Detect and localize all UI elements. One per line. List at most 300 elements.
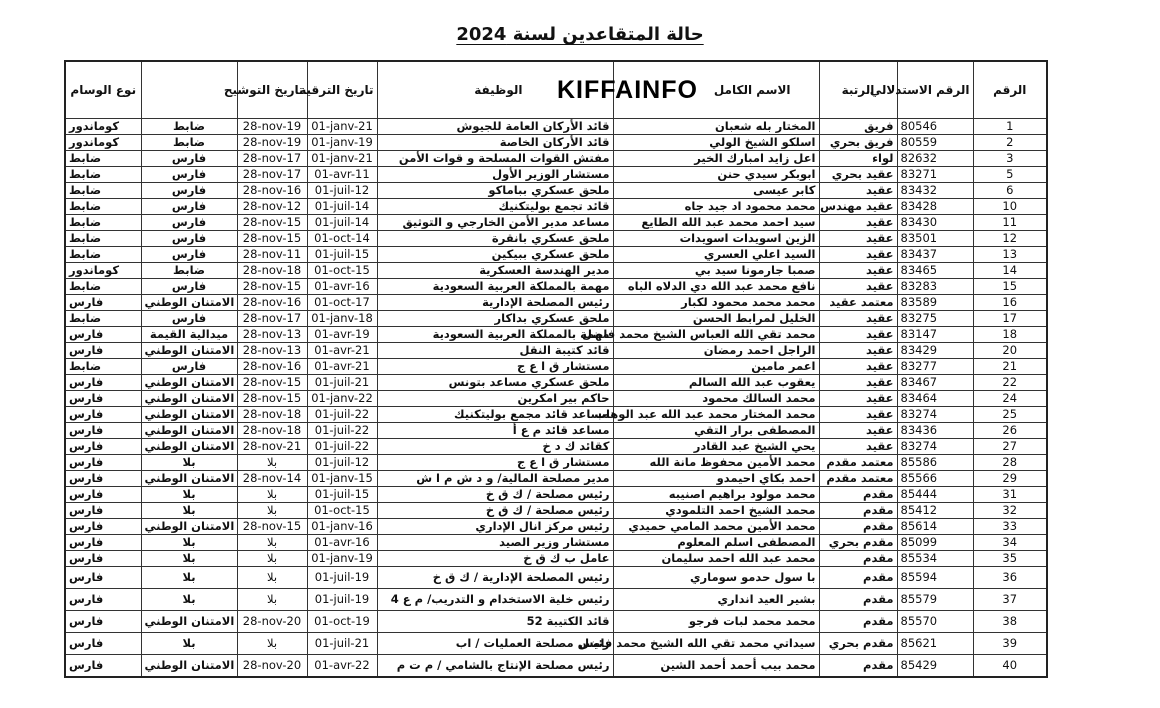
wisam-date-cell: بلا (237, 633, 307, 655)
full-name-cell: ابوبكر سيدي حنن (613, 167, 819, 183)
matricule-cell: 83147 (897, 327, 973, 343)
table-row (65, 151, 1047, 167)
promotion-date-cell: 01-janv-21 (307, 119, 377, 135)
full-name-cell: السيد اعلي العسري (613, 247, 819, 263)
job-cell: ملحق عسكري ببيكين (377, 247, 613, 263)
full-name-cell: كابر عيسى (613, 183, 819, 199)
wisam-date-cell: 28-nov-18 (237, 263, 307, 279)
full-name-cell: المصطفى برار التقي (613, 423, 819, 439)
job-cell: قائد تجمع بوليتكنيك (377, 199, 613, 215)
number-cell: 15 (973, 279, 1047, 295)
promotion-date-cell: 01-juil-15 (307, 247, 377, 263)
full-name-cell: المختار بله شعبان (613, 119, 819, 135)
matricule-cell: 85429 (897, 655, 973, 678)
job-cell: قائد الأركان الخاصة (377, 135, 613, 151)
medal-cell: فارس (65, 375, 141, 391)
matricule-cell: 83429 (897, 343, 973, 359)
promotion-date-cell: 01-juil-12 (307, 455, 377, 471)
table-row (65, 119, 1047, 135)
wisam-date-cell: 28-nov-15 (237, 519, 307, 535)
medal-cell: ضابط (65, 215, 141, 231)
matricule-cell: 85579 (897, 589, 973, 611)
job-cell: عامل ب ك ق خ (377, 551, 613, 567)
matricule-cell: 83283 (897, 279, 973, 295)
medal-cell: فارس (65, 503, 141, 519)
header-job: الوظيفة (377, 61, 613, 119)
promotion-date-cell: 01-juil-15 (307, 487, 377, 503)
table-row (65, 407, 1047, 423)
job-cell: رئيس مصلحة العمليات / اب (377, 633, 613, 655)
rank-cell: عقيد (819, 359, 897, 375)
full-name-cell: محمد مولود براهيم اصنيبه (613, 487, 819, 503)
rank-cell: مقدم (819, 503, 897, 519)
matricule-cell: 85412 (897, 503, 973, 519)
number-cell: 32 (973, 503, 1047, 519)
matricule-cell: 85586 (897, 455, 973, 471)
matricule-cell: 83275 (897, 311, 973, 327)
number-cell: 22 (973, 375, 1047, 391)
rank-cell: عقيد (819, 311, 897, 327)
full-name-cell: محمد الأمين محفوظ مانة الله (613, 455, 819, 471)
full-name-cell: سيد احمد محمد عبد الله الطايع (613, 215, 819, 231)
table-row (65, 295, 1047, 311)
promotion-date-cell: 01-avr-21 (307, 343, 377, 359)
full-name-cell: محمد محمد لبات فرجو (613, 611, 819, 633)
number-cell: 24 (973, 391, 1047, 407)
medal-type-cell: فارس (141, 279, 237, 295)
matricule-cell: 83428 (897, 199, 973, 215)
medal-cell: ضابط (65, 247, 141, 263)
table-header-row (65, 61, 1047, 119)
medal-cell: فارس (65, 487, 141, 503)
promotion-date-cell: 01-janv-19 (307, 551, 377, 567)
medal-cell: فارس (65, 519, 141, 535)
medal-type-cell: الامتنان الوطني (141, 439, 237, 455)
medal-type-cell: الامتنان الوطني (141, 519, 237, 535)
job-cell: قائد الكتيبة 52 (377, 611, 613, 633)
wisam-date-cell: 28-nov-16 (237, 359, 307, 375)
matricule-cell: 83271 (897, 167, 973, 183)
medal-type-cell: ميدالية القيمة (141, 327, 237, 343)
matricule-cell: 80546 (897, 119, 973, 135)
matricule-cell: 85621 (897, 633, 973, 655)
number-cell: 11 (973, 215, 1047, 231)
table-row (65, 375, 1047, 391)
matricule-cell: 83589 (897, 295, 973, 311)
table-row (65, 359, 1047, 375)
rank-cell: مقدم (819, 551, 897, 567)
wisam-date-cell: 28-nov-19 (237, 135, 307, 151)
number-cell: 18 (973, 327, 1047, 343)
number-cell: 10 (973, 199, 1047, 215)
rank-cell: معتمد عقيد (819, 295, 897, 311)
job-cell: كقائد ك د خ (377, 439, 613, 455)
number-cell: 27 (973, 439, 1047, 455)
full-name-cell: محمد بيب أحمد أحمد الشين (613, 655, 819, 678)
table-row (65, 589, 1047, 611)
matricule-cell: 82632 (897, 151, 973, 167)
job-cell: رئيس المصلحة الإدارية (377, 295, 613, 311)
rank-cell: مقدم (819, 611, 897, 633)
rank-cell: مقدم (819, 655, 897, 678)
medal-cell: كوماندور (65, 119, 141, 135)
medal-type-cell: ضابط (141, 119, 237, 135)
medal-cell: فارس (65, 655, 141, 678)
wisam-date-cell: 28-nov-11 (237, 247, 307, 263)
table-row (65, 327, 1047, 343)
medal-cell: كوماندور (65, 263, 141, 279)
medal-cell: ضابط (65, 279, 141, 295)
full-name-cell: محمد الشيخ احمد التلمودي (613, 503, 819, 519)
number-cell: 2 (973, 135, 1047, 151)
promotion-date-cell: 01-juil-19 (307, 567, 377, 589)
full-name-cell: المصطفى اسلم المعلوم (613, 535, 819, 551)
number-cell: 28 (973, 455, 1047, 471)
table-row (65, 487, 1047, 503)
job-cell: رئيس مصلحة / ك ق خ (377, 487, 613, 503)
medal-type-cell: بلا (141, 589, 237, 611)
table-row (65, 423, 1047, 439)
matricule-cell: 85614 (897, 519, 973, 535)
wisam-date-cell: 28-nov-21 (237, 439, 307, 455)
matricule-cell: 83467 (897, 375, 973, 391)
full-name-cell: محمد الأمين محمد المامي حميدي (613, 519, 819, 535)
job-cell: مستشار ق ا ع ج (377, 455, 613, 471)
matricule-cell: 85444 (897, 487, 973, 503)
wisam-date-cell: 28-nov-16 (237, 295, 307, 311)
medal-cell: فارس (65, 295, 141, 311)
number-cell: 39 (973, 633, 1047, 655)
promotion-date-cell: 01-oct-14 (307, 231, 377, 247)
rank-cell: عقيد (819, 263, 897, 279)
rank-cell: معتمد مقدم (819, 471, 897, 487)
number-cell: 36 (973, 567, 1047, 589)
rank-cell: عقيد (819, 343, 897, 359)
full-name-cell: محمد محمود اد جيد جاه (613, 199, 819, 215)
table-row (65, 471, 1047, 487)
medal-cell: ضابط (65, 231, 141, 247)
rank-cell: مقدم (819, 487, 897, 503)
medal-type-cell: فارس (141, 199, 237, 215)
promotion-date-cell: 01-juil-12 (307, 183, 377, 199)
full-name-cell: الخليل لمرابط الحسن (613, 311, 819, 327)
wisam-date-cell: 28-nov-13 (237, 327, 307, 343)
rank-cell: مقدم بحري (819, 633, 897, 655)
matricule-cell: 85594 (897, 567, 973, 589)
table-row (65, 655, 1047, 678)
promotion-date-cell: 01-juil-22 (307, 439, 377, 455)
medal-cell: ضابط (65, 151, 141, 167)
full-name-cell: الزين اسويدات اسويدات (613, 231, 819, 247)
table-row (65, 199, 1047, 215)
wisam-date-cell: 28-nov-15 (237, 279, 307, 295)
promotion-date-cell: 01-juil-21 (307, 633, 377, 655)
matricule-cell: 83501 (897, 231, 973, 247)
promotion-date-cell: 01-juil-22 (307, 423, 377, 439)
wisam-date-cell: بلا (237, 551, 307, 567)
full-name-cell: يعقوب عبد الله السالم (613, 375, 819, 391)
job-cell: مفتش القوات المسلحة و قوات الأمن (377, 151, 613, 167)
number-cell: 3 (973, 151, 1047, 167)
job-cell: مساعد مدير الأمن الخارجي و التوثيق (377, 215, 613, 231)
full-name-cell: يحي الشيخ عبد القادر (613, 439, 819, 455)
wisam-date-cell: 28-nov-16 (237, 183, 307, 199)
table-row (65, 263, 1047, 279)
header-promotion-date: تاريخ الترقية (307, 61, 377, 119)
header-wisam-date: تاريخ التوشيح (237, 61, 307, 119)
medal-cell: فارس (65, 327, 141, 343)
table-row (65, 391, 1047, 407)
medal-type-cell: ضابط (141, 263, 237, 279)
wisam-date-cell: 28-nov-15 (237, 391, 307, 407)
header-number: الرقم (973, 61, 1047, 119)
medal-type-cell: الامتنان الوطني (141, 391, 237, 407)
full-name-cell: بشير العيد انداري (613, 589, 819, 611)
full-name-cell: محمد عبد الله احمد سليمان (613, 551, 819, 567)
wisam-date-cell: بلا (237, 589, 307, 611)
matricule-cell: 83436 (897, 423, 973, 439)
number-cell: 35 (973, 551, 1047, 567)
medal-type-cell: الامتنان الوطني (141, 611, 237, 633)
table-row (65, 231, 1047, 247)
table-row (65, 567, 1047, 589)
wisam-date-cell: 28-nov-15 (237, 375, 307, 391)
job-cell: رئيس مركز انال الإداري (377, 519, 613, 535)
wisam-date-cell: 28-nov-12 (237, 199, 307, 215)
promotion-date-cell: 01-avr-11 (307, 167, 377, 183)
rank-cell: عقيد (819, 439, 897, 455)
wisam-date-cell: 28-nov-15 (237, 231, 307, 247)
wisam-date-cell: 28-nov-17 (237, 151, 307, 167)
wisam-date-cell: 28-nov-20 (237, 611, 307, 633)
job-cell: مستشار وزير الصيد (377, 535, 613, 551)
number-cell: 31 (973, 487, 1047, 503)
promotion-date-cell: 01-juil-21 (307, 375, 377, 391)
matricule-cell: 83277 (897, 359, 973, 375)
matricule-cell: 83437 (897, 247, 973, 263)
job-cell: مهمة بالمملكة العربية السعودية (377, 279, 613, 295)
medal-type-cell: بلا (141, 535, 237, 551)
matricule-cell: 85566 (897, 471, 973, 487)
matricule-cell: 83432 (897, 183, 973, 199)
matricule-cell: 83430 (897, 215, 973, 231)
rank-cell: فريق بحري (819, 135, 897, 151)
header-full-name: الاسم الكامل (613, 61, 819, 119)
number-cell: 29 (973, 471, 1047, 487)
full-name-cell: محمد تقي الله العباس الشيخ محمد فاضل (613, 327, 819, 343)
wisam-date-cell: 28-nov-19 (237, 119, 307, 135)
rank-cell: عقيد (819, 279, 897, 295)
table-row (65, 135, 1047, 151)
table-row (65, 247, 1047, 263)
rank-cell: عقيد بحري (819, 167, 897, 183)
rank-cell: عقيد (819, 247, 897, 263)
job-cell: رئيس مصلحة الإنتاج بالشامي / م ت م (377, 655, 613, 678)
wisam-date-cell: 28-nov-18 (237, 407, 307, 423)
medal-type-cell: بلا (141, 455, 237, 471)
promotion-date-cell: 01-juil-14 (307, 199, 377, 215)
wisam-date-cell: بلا (237, 535, 307, 551)
job-cell: ملحق عسكري بداكار (377, 311, 613, 327)
rank-cell: عقيد (819, 183, 897, 199)
medal-type-cell: ضابط (141, 135, 237, 151)
wisam-date-cell: 28-nov-17 (237, 311, 307, 327)
promotion-date-cell: 01-juil-14 (307, 215, 377, 231)
matricule-cell: 85534 (897, 551, 973, 567)
medal-cell: فارس (65, 455, 141, 471)
promotion-date-cell: 01-oct-19 (307, 611, 377, 633)
wisam-date-cell: 28-nov-17 (237, 167, 307, 183)
matricule-cell: 83274 (897, 407, 973, 423)
rank-cell: لواء (819, 151, 897, 167)
medal-type-cell: الامتنان الوطني (141, 375, 237, 391)
wisam-date-cell: 28-nov-18 (237, 423, 307, 439)
header-matricule: الرقم الاستدلالي (897, 61, 973, 119)
job-cell: مدير الهندسة العسكرية (377, 263, 613, 279)
job-cell: ملحق عسكري بباماكو (377, 183, 613, 199)
job-cell: رئيس مصلحة / ك ق خ (377, 503, 613, 519)
table-row (65, 535, 1047, 551)
full-name-cell: احمد بكاي احيمدو (613, 471, 819, 487)
medal-type-cell: فارس (141, 215, 237, 231)
table-row (65, 455, 1047, 471)
medal-type-cell: فارس (141, 311, 237, 327)
medal-cell: فارس (65, 611, 141, 633)
medal-cell: فارس (65, 633, 141, 655)
number-cell: 26 (973, 423, 1047, 439)
medal-cell: فارس (65, 567, 141, 589)
table-row (65, 343, 1047, 359)
number-cell: 1 (973, 119, 1047, 135)
table-row (65, 279, 1047, 295)
matricule-cell: 83274 (897, 439, 973, 455)
wisam-date-cell: بلا (237, 567, 307, 589)
job-cell: قائد الأركان العامة للجيوش (377, 119, 613, 135)
medal-cell: فارس (65, 423, 141, 439)
job-cell: ملحق عسكري بانقرة (377, 231, 613, 247)
rank-cell: عقيد (819, 391, 897, 407)
matricule-cell: 83465 (897, 263, 973, 279)
promotion-date-cell: 01-janv-22 (307, 391, 377, 407)
medal-cell: فارس (65, 407, 141, 423)
number-cell: 12 (973, 231, 1047, 247)
number-cell: 6 (973, 183, 1047, 199)
medal-type-cell: الامتنان الوطني (141, 655, 237, 678)
number-cell: 20 (973, 343, 1047, 359)
matricule-cell: 80559 (897, 135, 973, 151)
medal-cell: فارس (65, 471, 141, 487)
medal-type-cell: فارس (141, 359, 237, 375)
number-cell: 33 (973, 519, 1047, 535)
matricule-cell: 83464 (897, 391, 973, 407)
rank-cell: مقدم (819, 567, 897, 589)
table-row (65, 215, 1047, 231)
document-title: حالة المتقاعدين لسنة 2024 (456, 24, 704, 45)
number-cell: 17 (973, 311, 1047, 327)
rank-cell: عقيد (819, 327, 897, 343)
table-row (65, 439, 1047, 455)
medal-type-cell: فارس (141, 183, 237, 199)
header-medal-type (141, 61, 237, 119)
medal-cell: فارس (65, 391, 141, 407)
medal-type-cell: بلا (141, 633, 237, 655)
header-rank: الرتبة (819, 61, 897, 119)
matricule-cell: 85570 (897, 611, 973, 633)
full-name-cell: اسلكو الشيخ الولي (613, 135, 819, 151)
wisam-date-cell: 28-nov-13 (237, 343, 307, 359)
rank-cell: فريق (819, 119, 897, 135)
medal-type-cell: الامتنان الوطني (141, 407, 237, 423)
number-cell: 38 (973, 611, 1047, 633)
medal-cell: ضابط (65, 183, 141, 199)
wisam-date-cell: 28-nov-15 (237, 215, 307, 231)
medal-type-cell: الامتنان الوطني (141, 295, 237, 311)
medal-type-cell: بلا (141, 551, 237, 567)
job-cell: ملحق عسكري مساعد بتونس (377, 375, 613, 391)
rank-cell: مقدم (819, 519, 897, 535)
number-cell: 34 (973, 535, 1047, 551)
medal-cell: فارس (65, 343, 141, 359)
medal-cell: ضابط (65, 199, 141, 215)
full-name-cell: با سول حدمو سوماري (613, 567, 819, 589)
full-name-cell: اعمر مامين (613, 359, 819, 375)
medal-type-cell: فارس (141, 151, 237, 167)
promotion-date-cell: 01-avr-22 (307, 655, 377, 678)
promotion-date-cell: 01-janv-18 (307, 311, 377, 327)
rank-cell: عقيد مهندس (819, 199, 897, 215)
job-cell: مستشار الوزير الأول (377, 167, 613, 183)
rank-cell: مقدم بحري (819, 535, 897, 551)
promotion-date-cell: 01-janv-19 (307, 135, 377, 151)
promotion-date-cell: 01-avr-19 (307, 327, 377, 343)
table-row (65, 633, 1047, 655)
promotion-date-cell: 01-oct-15 (307, 503, 377, 519)
promotion-date-cell: 01-avr-21 (307, 359, 377, 375)
number-cell: 37 (973, 589, 1047, 611)
number-cell: 40 (973, 655, 1047, 678)
promotion-date-cell: 01-janv-16 (307, 519, 377, 535)
job-cell: مستشار ق ا ع ج (377, 359, 613, 375)
full-name-cell: صمبا جارمونا سيد بي (613, 263, 819, 279)
number-cell: 16 (973, 295, 1047, 311)
number-cell: 14 (973, 263, 1047, 279)
medal-type-cell: بلا (141, 567, 237, 589)
table-row (65, 551, 1047, 567)
promotion-date-cell: 01-juil-22 (307, 407, 377, 423)
job-cell: مساعد قائد م ع أ (377, 423, 613, 439)
rank-cell: مقدم (819, 589, 897, 611)
promotion-date-cell: 01-avr-16 (307, 279, 377, 295)
rank-cell: عقيد (819, 231, 897, 247)
table-row (65, 167, 1047, 183)
promotion-date-cell: 01-juil-19 (307, 589, 377, 611)
job-cell: رئيس خلية الاستخدام و التدريب/ م ع 4 (377, 589, 613, 611)
full-name-cell: الراجل احمد رمضان (613, 343, 819, 359)
medal-type-cell: بلا (141, 487, 237, 503)
full-name-cell: محمد المختار محمد عبد الله عبد الوهاب (613, 407, 819, 423)
rank-cell: عقيد (819, 215, 897, 231)
full-name-cell: سيداتي محمد تقي الله الشيخ محمد فاضل (613, 633, 819, 655)
medal-cell: فارس (65, 551, 141, 567)
medal-type-cell: بلا (141, 503, 237, 519)
rank-cell: معتمد مقدم (819, 455, 897, 471)
medal-type-cell: فارس (141, 247, 237, 263)
medal-cell: فارس (65, 535, 141, 551)
promotion-date-cell: 01-avr-16 (307, 535, 377, 551)
medal-cell: كوماندور (65, 135, 141, 151)
table-row (65, 503, 1047, 519)
wisam-date-cell: بلا (237, 455, 307, 471)
